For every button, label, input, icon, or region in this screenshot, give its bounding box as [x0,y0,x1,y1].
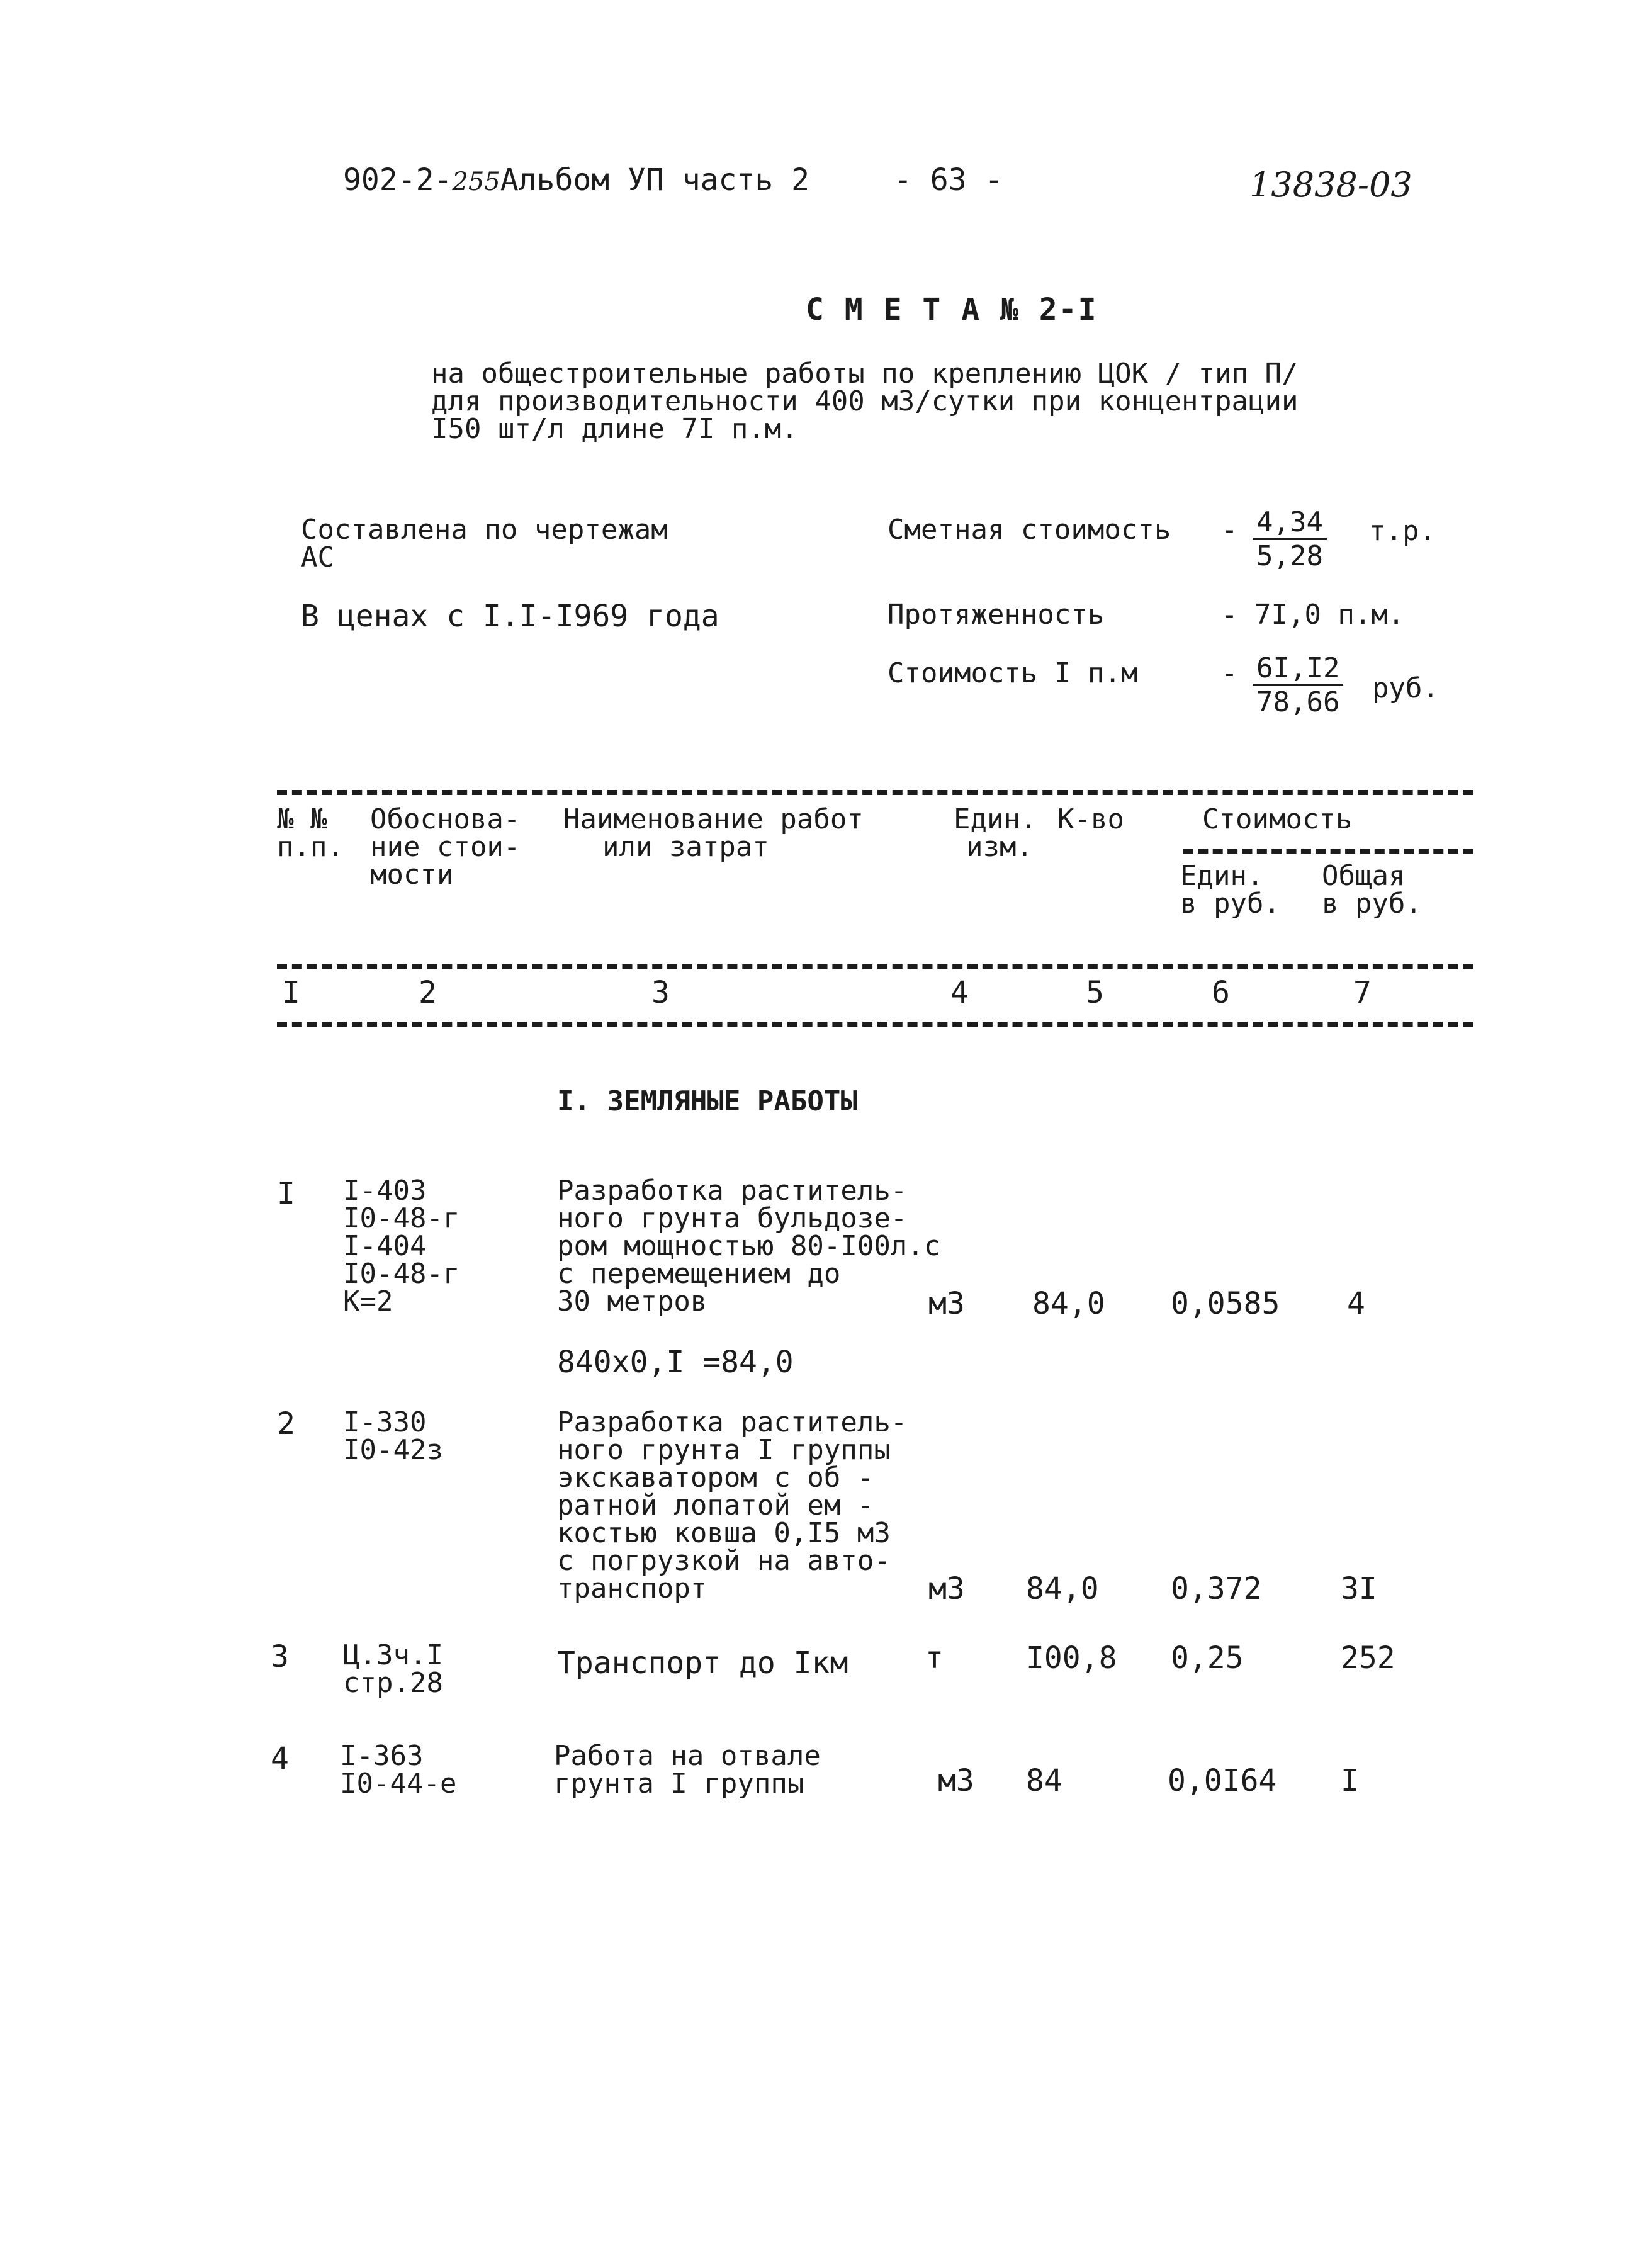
header-unit [954,803,1037,863]
name-line: экскаватором с об - [557,1462,874,1494]
row-2-num: 2 [277,1406,295,1441]
row-2-unit: м3 [928,1571,965,1606]
document-title: С М Е Т А № 2-I [806,292,1098,327]
row-3-total: 252 [1341,1640,1395,1676]
cost-denominator: 5,28 [1256,540,1323,572]
name-line: Работа на отвале [554,1740,821,1772]
column-number: 4 [950,975,969,1010]
header-cost-unit-line: в руб. [1180,888,1280,920]
row-4-unit: м3 [938,1763,974,1798]
length-label: Протяженность [887,599,1105,631]
row-1-unit: м3 [928,1286,965,1321]
price-basis: В ценах с I.I-I969 года [301,599,719,634]
row-1-total: 4 [1347,1286,1365,1321]
name-line: ного грунта I группы [557,1434,891,1466]
row-2-total: 3I [1341,1571,1377,1606]
name-line: ратной лопатой ем - [557,1489,874,1521]
basis-line: стр.28 [343,1667,443,1699]
name-line: с перемещением до [557,1258,841,1290]
cost-unit: т.р. [1369,515,1436,547]
doc-code-handwritten: 255 [452,167,500,196]
table-top-rule [277,790,1473,795]
name-line: ного грунта бульдозе- [557,1202,908,1234]
header-unit-line: изм. [966,831,1033,863]
header-name-line: или затрат [602,831,769,863]
cost-label: Сметная стоимость [887,514,1171,546]
document-code [343,162,810,198]
header-cost-unit [1180,862,1280,918]
header-cost: Стоимость [1202,803,1353,835]
unit-cost-denominator: 78,66 [1256,686,1340,718]
basis-line: I-363 [340,1740,424,1772]
row-1-note: 840х0,I =84,0 [557,1345,794,1380]
subtitle-line: для производительности 400 м3/сутки при концентрации [431,385,1299,417]
header-cost-unit-line: Един. [1180,860,1264,892]
row-4-num: 4 [271,1741,289,1776]
header-basis-line: ние стои- [370,831,521,863]
unit-cost-label: Стоимость I п.м [887,657,1138,689]
basis-line: Ц.3ч.I [343,1639,443,1671]
page-number: - 63 - [894,162,1003,198]
row-4-basis [340,1742,456,1798]
subtitle-line: на общестроительные работы по креплению ЦОК / тип П/ [431,358,1299,390]
name-line: с погрузкой на авто- [557,1545,891,1577]
unit-cost-unit: руб. [1372,672,1439,704]
basis-line: I-330 [343,1406,427,1438]
unit-cost-numerator: 6I,I2 [1253,655,1343,686]
cost-numerator: 4,34 [1253,509,1327,540]
drawings-line: АС [301,541,334,573]
row-2-basis [343,1406,443,1466]
cost-dash: - [1221,514,1238,546]
document-subtitle [431,360,1299,443]
subtitle-line: I50 шт/л длине 7I п.м. [431,413,798,445]
row-3-basis [343,1639,443,1699]
row-4-name [554,1742,821,1798]
column-number: 2 [419,975,437,1010]
basis-line: К=2 [343,1285,393,1317]
row-4-qty: 84 [1026,1763,1062,1798]
column-number: I [282,975,300,1010]
name-line: костью ковша 0,I5 м3 [557,1517,891,1549]
column-number: 5 [1086,975,1104,1010]
header-qty-line: К-во [1057,803,1124,835]
name-line: ром мощностью 80-I00л.с [557,1230,941,1262]
header-name-line: Наименование работ [563,803,864,835]
unit-cost-fraction [1253,652,1343,718]
album-text: Альбом УП часть 2 [500,162,810,198]
row-1-unit-price: 0,0585 [1171,1286,1280,1321]
doc-code-text: 902-2- [343,162,453,198]
row-2-qty: 84,0 [1026,1571,1099,1606]
basis-line: I-404 [343,1230,427,1262]
row-1-basis [343,1177,459,1316]
name-line: 30 метров [557,1285,707,1317]
header-qty [1057,803,1124,835]
column-number: 3 [651,975,670,1010]
name-line: Разработка раститель- [557,1175,908,1207]
header-num-line: п.п. [277,831,344,863]
column-number: 6 [1212,975,1230,1010]
basis-line: I0-42з [343,1434,443,1466]
length-value: - 7I,0 п.м. [1221,599,1405,631]
row-1-qty: 84,0 [1032,1286,1105,1321]
column-numbers-top-rule [277,964,1473,969]
basis-line: I0-44-е [340,1768,457,1800]
drawings-line: Составлена по чертежам [301,514,668,546]
row-2-unit-price: 0,372 [1171,1571,1262,1606]
drawings-reference [301,516,668,572]
cost-fraction [1253,506,1327,572]
row-3-qty: I00,8 [1026,1640,1117,1676]
header-cost-rule [1183,849,1473,854]
header-basis-line: мости [370,859,454,891]
row-3-num: 3 [271,1639,289,1674]
row-3-unit: т [925,1640,944,1676]
header-basis [370,803,521,891]
row-1-name [557,1177,940,1316]
basis-line: I0-48-г [343,1202,460,1234]
section-title: I. ЗЕМЛЯНЫЕ РАБОТЫ [557,1085,857,1117]
basis-line: I0-48-г [343,1258,460,1290]
header-num-line: № № [277,803,327,835]
column-numbers-bottom-rule [277,1022,1473,1027]
header-cost-total-line: Общая [1322,860,1406,892]
name-line: грунта I группы [554,1768,804,1800]
row-3-name: Транспорт до Iкм [557,1645,848,1681]
header-cost-total-line: в руб. [1322,888,1422,920]
header-num [277,803,344,863]
row-4-unit-price: 0,0I64 [1168,1763,1277,1798]
header-cost-total [1322,862,1422,918]
row-1-num: I [277,1176,295,1211]
header-unit-line: Един. [954,803,1037,835]
basis-line: I-403 [343,1175,427,1207]
unit-cost-dash: - [1221,657,1238,689]
header-basis-line: Обоснова- [370,803,521,835]
row-4-total: I [1341,1763,1359,1798]
archive-number: 13838-03 [1249,165,1412,205]
row-2-name [557,1406,908,1605]
column-number: 7 [1353,975,1372,1010]
header-name [563,803,864,863]
name-line: Разработка раститель- [557,1406,908,1438]
row-3-unit-price: 0,25 [1171,1640,1244,1676]
name-line: транспорт [557,1572,707,1605]
